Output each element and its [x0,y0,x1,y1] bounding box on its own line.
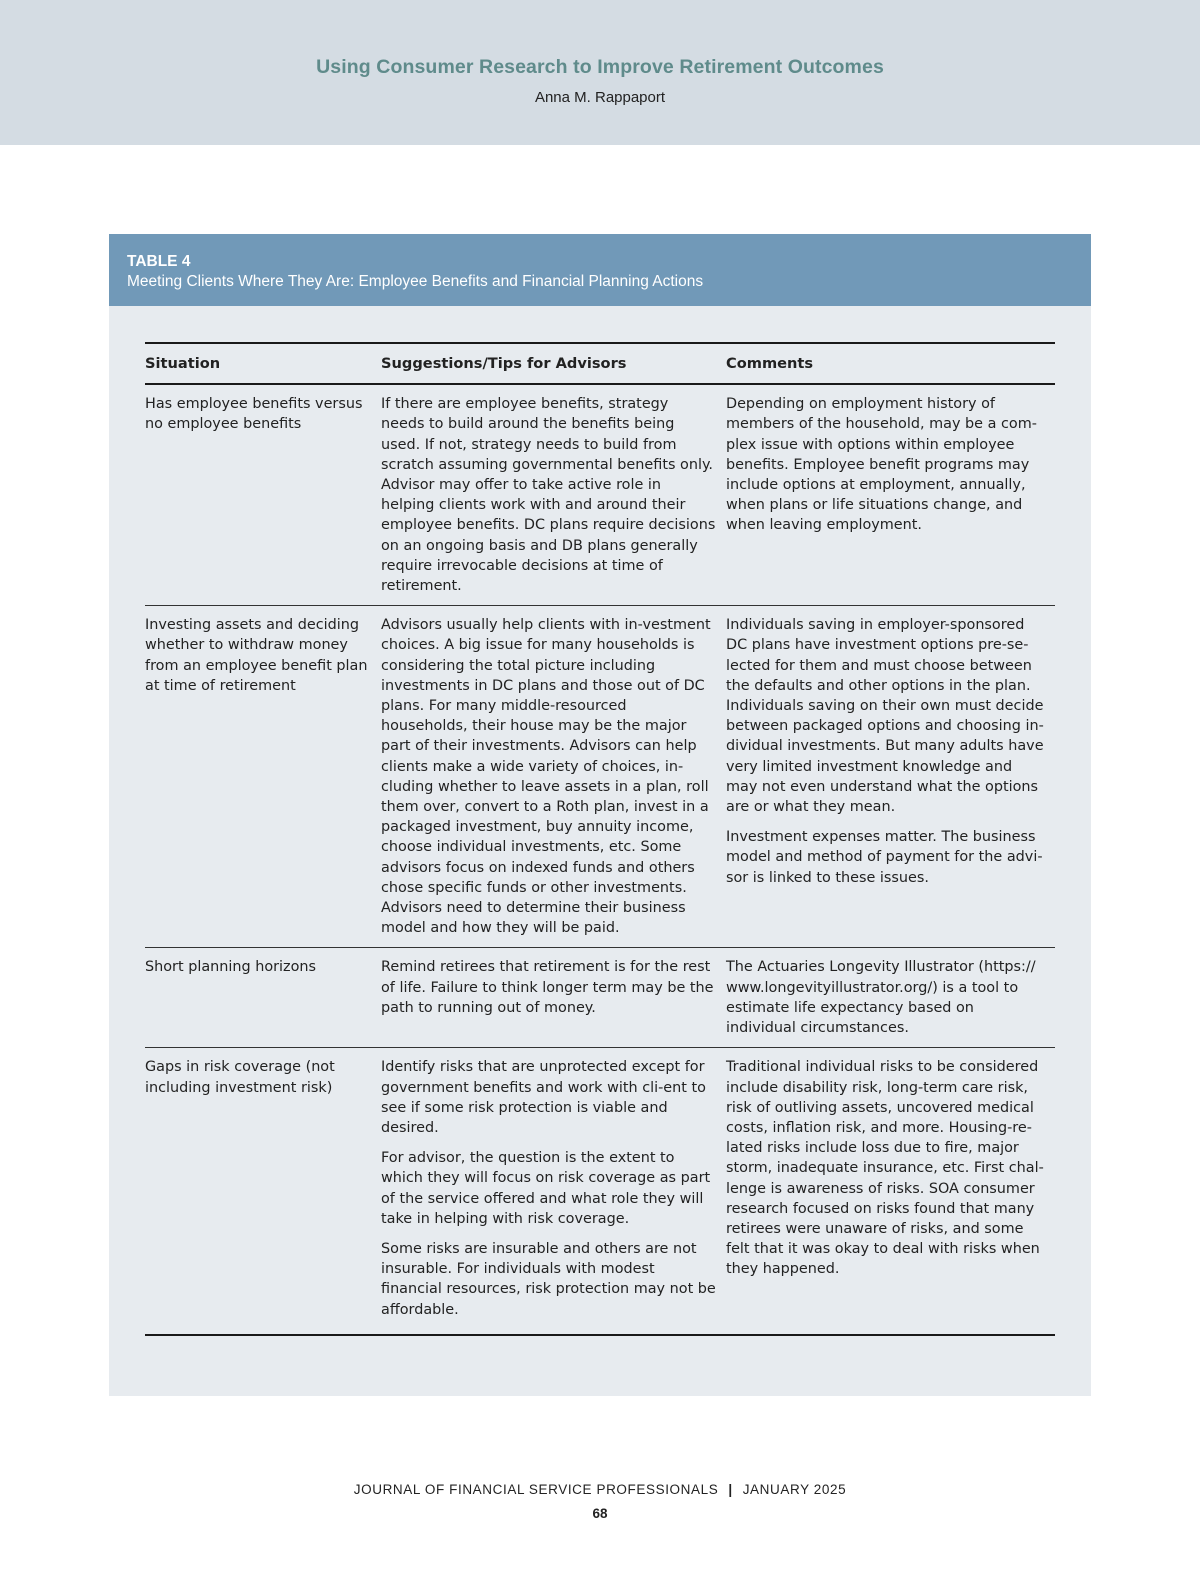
suggestions-cell [381,384,726,606]
suggestion-paragraph: For advisor, the question is the extent to which they will focus on risk coverage as part of the service offered and what role they will take in helping with risk coverage. [381,1150,711,1227]
footer-separator: | [728,1482,733,1497]
comment-paragraph: Traditional individual risks to be considered include disability risk, long-term care risk, risk of outliving assets, uncovered medical costs, inflation risk, and more. Housing-re-lated risks include loss due to fire, major storm, inadequate insurance, etc. First chal-lenge is awareness of risks. SOA consumer research focused on risks found that many retirees were unaware of risks, and some felt that it was okay to deal with risks when they happened. [726,1059,1044,1278]
page-number: 68 [592,1506,608,1521]
table-container [109,234,1091,1396]
suggestions-cell [381,948,726,1048]
table-row [145,1048,1055,1335]
table-header-row [145,343,1055,384]
situation-cell: Has employee benefits versus no employee benefits [145,384,381,606]
table-row [145,606,1055,948]
article-author: Anna M. Rappaport [534,89,666,106]
situation-cell: Gaps in risk coverage (not including investment risk) [145,1048,381,1335]
comment-paragraph: The Actuaries Longevity Illustrator (https:// www.longevityillustrator.org/) is a tool to estimate life expectancy based on individual circumstances. [726,959,1036,1037]
column-header-suggestions: Suggestions/Tips for Advisors [381,343,726,384]
suggestion-paragraph: Identify risks that are unprotected except for government benefits and work with cli-ent to see if some risk protection is viable and desired. [381,1059,706,1136]
suggestion-paragraph: Remind retirees that retirement is for the rest of life. Failure to think longer term may be the path to running out of money. [381,959,714,1016]
suggestions-cell [381,1048,726,1335]
journal-name: JOURNAL OF FINANCIAL SERVICE PROFESSIONALS [353,1482,719,1497]
table-label: TABLE 4 [127,253,191,270]
table-banner [109,234,1091,306]
page-footer [0,1482,1200,1497]
situation-cell: Investing assets and deciding whether to withdraw money from an employee benefit plan at time of retirement [145,606,381,948]
suggestions-cell [381,606,726,948]
data-table [145,342,1055,1336]
suggestion-paragraph: If there are employee benefits, strategy needs to build around the benefits being used. If not, strategy needs to build from scratch assuming governmental benefits only. Advisor may offer to take active role in helping clients work with and around their employee benefits. DC plans require decisions on an ongoing basis and DB plans generally require irrevocable decisions at time of retirement. [381,396,716,595]
comments-cell [726,948,1055,1048]
table-row [145,384,1055,606]
column-header-comments: Comments [726,343,1055,384]
article-title: Using Consumer Research to Improve Retirement Outcomes [316,56,884,78]
comments-cell [726,1048,1055,1335]
suggestion-paragraph: Advisors usually help clients with in-vestment choices. A big issue for many households is considering the total picture including investments in DC plans and those out of DC plans. For many middle-resourced households, their house may be the major part of their investments. Advisors can help clients make a wide variety of choices, in-cluding whether to leave assets in a plan, roll them over, convert to a Roth plan, invest in a packaged investment, buy annuity income, choose individual investments, etc. Some advisors focus on indexed funds and others chose specific funds or other investments. Advisors need to determine their business model and how they will be paid. [381,617,711,937]
situation-cell: Short planning horizons [145,948,381,1048]
page-header [0,0,1200,145]
table-row [145,948,1055,1048]
comments-cell [726,384,1055,606]
table-caption: Meeting Clients Where They Are: Employee Benefits and Financial Planning Actions [127,273,704,290]
comment-paragraph: Investment expenses matter. The business model and method of payment for the advi-sor is linked to these issues. [726,829,1043,886]
suggestion-paragraph: Some risks are insurable and others are not insurable. For individuals with modest financial resources, risk protection may not be affordable. [381,1240,716,1318]
comment-paragraph: Individuals saving in employer-sponsored DC plans have investment options pre-se-lected for them and must choose between the defaults and other options in the plan. Individuals saving on their own must decide between packaged options and choosing in-dividual investments. But many adults have very limited investment knowledge and may not even understand what the options are or what they mean. [726,617,1044,816]
comments-cell [726,606,1055,948]
column-header-situation: Situation [145,343,381,384]
issue-date: JANUARY 2025 [742,1482,847,1497]
comment-paragraph: Depending on employment history of members of the household, may be a com-plex issue with options within employee benefits. Employee benefit programs may include options at employment, annually, when plans or life situations change, and when leaving employment. [726,396,1037,534]
